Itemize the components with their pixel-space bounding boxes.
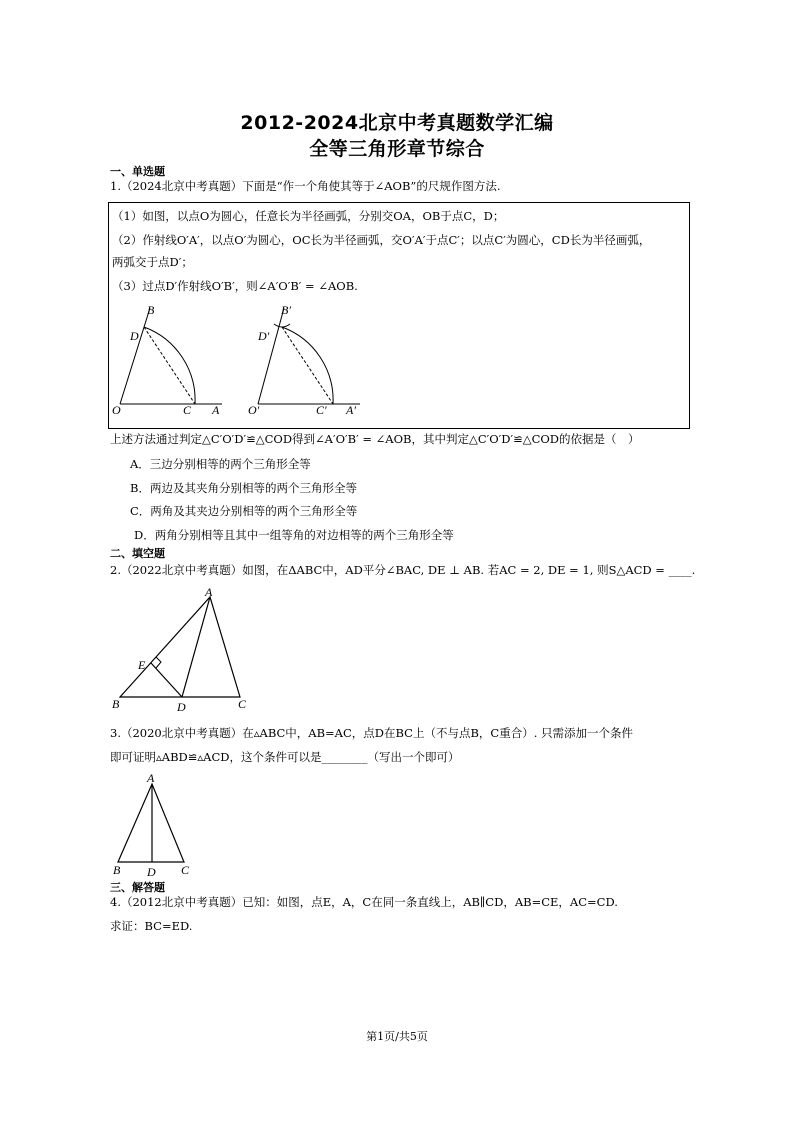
q1-option-c[interactable]: C．两角及其夹边分别相等的两个三角形全等 bbox=[130, 504, 358, 518]
q1-option-b[interactable]: B．两边及其夹角分别相等的两个三角形全等 bbox=[130, 481, 357, 495]
label-C: C bbox=[181, 863, 190, 877]
q1-figure-constructed-angle bbox=[248, 300, 378, 420]
label-A-prime: A′ bbox=[346, 403, 356, 417]
q1-option-a[interactable]: A．三边分别相等的两个三角形全等 bbox=[130, 457, 311, 471]
page-number: 第1页/共5页 bbox=[366, 1030, 428, 1043]
label-D: D bbox=[130, 329, 139, 343]
label-E: E bbox=[138, 658, 146, 672]
label-D-prime: D′ bbox=[258, 329, 270, 343]
q4-line1: 4.（2012北京中考真题）已知：如图，点E，A，C在同一条直线上，AB∥CD，AB=CE，AC=CD. bbox=[110, 895, 618, 909]
label-B: B bbox=[112, 697, 120, 711]
section-heading-fill-blank: 二、填空题 bbox=[110, 547, 165, 560]
label-A: A bbox=[205, 585, 213, 599]
label-D: D bbox=[177, 700, 186, 714]
section-heading-answer: 三、解答题 bbox=[110, 881, 165, 894]
label-A: A bbox=[212, 403, 220, 417]
ray-OB bbox=[120, 308, 150, 404]
label-B: B bbox=[113, 863, 121, 877]
triangle-ABC bbox=[118, 784, 184, 862]
q3-line2: 即可证明▵ABD≌▵ACD，这个条件可以是________（写出一个即可） bbox=[110, 750, 460, 764]
q1-stem: 1.（2024北京中考真题）下面是“作一个角使其等于∠AOB”的尺规作图方法. bbox=[110, 179, 501, 193]
q1-step1: （1）如图，以点O为圆心，任意长为半径画弧，分别交OA，OB于点C，D； bbox=[112, 209, 505, 223]
label-O-prime: O′ bbox=[248, 403, 260, 417]
arc-small-D' bbox=[274, 324, 290, 327]
label-D: D bbox=[147, 865, 156, 879]
ray-O'B' bbox=[258, 308, 284, 404]
label-B: B bbox=[147, 303, 155, 317]
label-A: A bbox=[147, 771, 155, 785]
q1-option-d[interactable]: D．两角分别相等且其中一组等角的对边相等的两个三角形全等 bbox=[134, 528, 454, 542]
label-B-prime: B′ bbox=[281, 303, 291, 317]
label-C-prime: C′ bbox=[316, 403, 327, 417]
q2-figure-triangle bbox=[110, 585, 260, 715]
right-angle-mark bbox=[156, 657, 161, 668]
label-C: C bbox=[238, 697, 247, 711]
segment-DE bbox=[151, 663, 182, 697]
q1-question: 上述方法通过判定△C′O′D′≌△COD得到∠A′O′B′ = ∠AOB，其中判定△C′O′D′≌△COD的依据是（ ） bbox=[110, 432, 640, 446]
label-C: C bbox=[183, 403, 192, 417]
q2-stem: 2.（2022北京中考真题）如图，在ΔABC中，AD平分∠BAC, DE ⊥ AB. 若AC = 2, DE = 1, 则S△ACD = ____. bbox=[110, 563, 696, 577]
q1-figure-original-angle bbox=[110, 300, 240, 420]
page-title-line2: 全等三角形章节综合 bbox=[309, 138, 485, 160]
section-heading-single-choice: 一、单选题 bbox=[110, 165, 165, 178]
q1-step2b: 两弧交于点D′； bbox=[112, 255, 193, 269]
q3-line1: 3.（2020北京中考真题）在▵ABC中，AB=AC，点D在BC上（不与点B，C重合）. 只需添加一个条件 bbox=[110, 726, 634, 740]
label-O: O bbox=[112, 403, 121, 417]
q1-step2a: （2）作射线O′A′，以点O′为圆心，OC长为半径画弧，交O′A′于点C′；以点C′为圆心，CD长为半径画弧， bbox=[112, 233, 651, 247]
triangle-ABC bbox=[120, 597, 240, 697]
q1-step3: （3）过点D′作射线O′B′，则∠A′O′B′ = ∠AOB. bbox=[112, 279, 358, 293]
q3-figure-isosceles bbox=[110, 770, 200, 880]
page-title-line1: 2012-2024北京中考真题数学汇编 bbox=[240, 112, 554, 134]
q4-line2: 求证：BC=ED. bbox=[110, 919, 193, 933]
